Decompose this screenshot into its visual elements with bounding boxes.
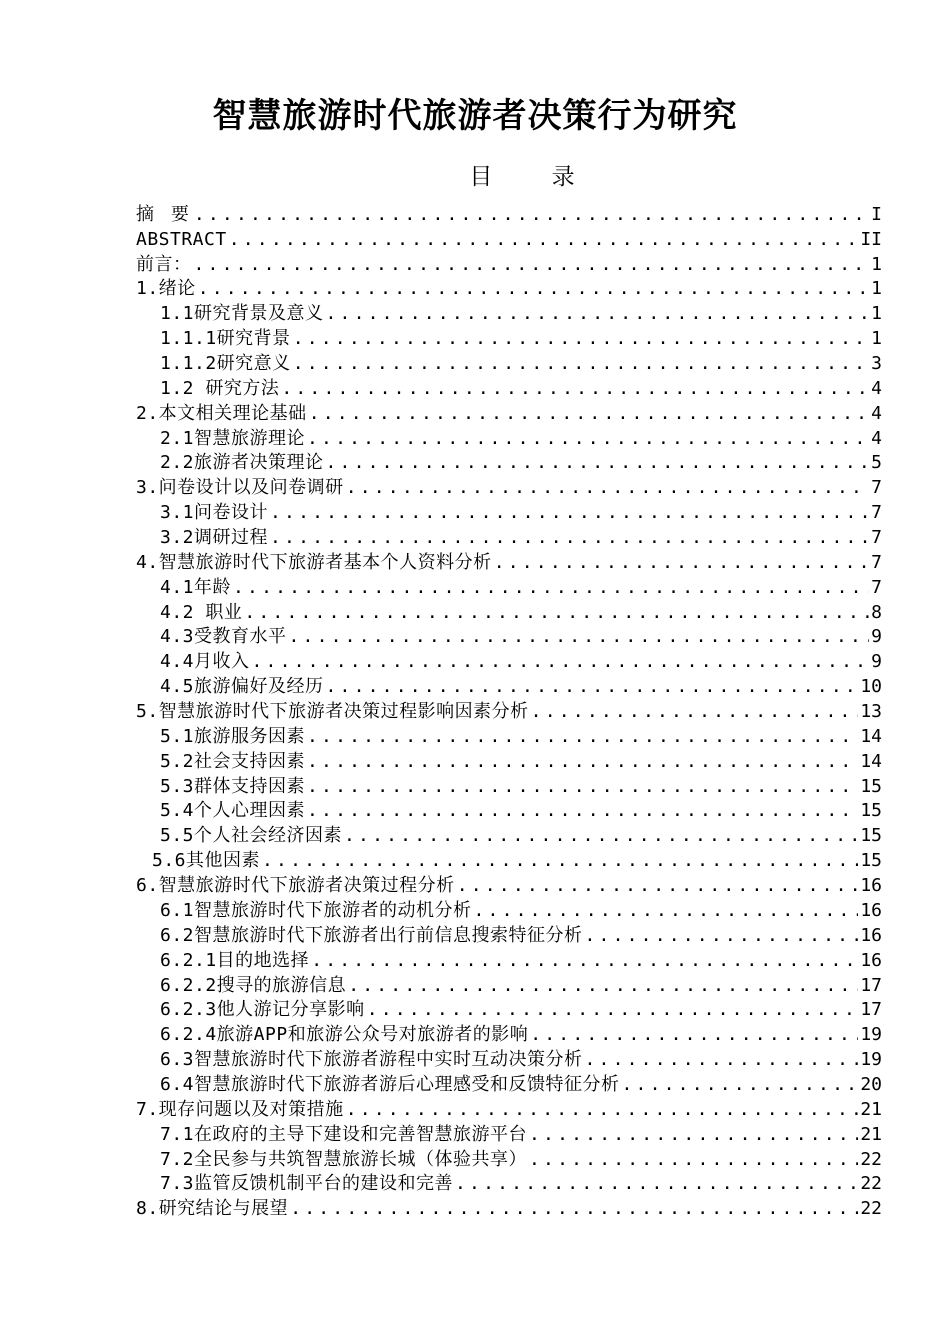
toc-entry[interactable]	[136, 575, 882, 600]
toc-entry-page-number: 16	[860, 875, 882, 897]
toc-entry[interactable]	[136, 1047, 882, 1072]
toc-entry-page-number: 22	[860, 1173, 882, 1195]
toc-entry-title: 1.2 研究方法	[160, 377, 280, 399]
toc-entry-title: 6.2.2搜寻的旅游信息	[160, 974, 347, 996]
toc-dot-leader	[531, 700, 859, 724]
toc-entry[interactable]	[136, 848, 882, 873]
toc-entry[interactable]	[136, 600, 882, 625]
toc-entry[interactable]	[136, 227, 882, 252]
toc-entry-title: 1.1.1研究背景	[160, 328, 291, 350]
toc-entry-page-number: 22	[860, 1148, 882, 1170]
toc-entry-page-number: 20	[860, 1073, 882, 1095]
toc-entry-page-number: 13	[860, 701, 882, 723]
toc-entry-page-number: 21	[860, 1098, 882, 1120]
toc-entry[interactable]	[136, 948, 882, 973]
toc-heading: 目 录	[469, 164, 601, 190]
toc-entry[interactable]	[136, 277, 882, 302]
toc-entry-page-number: 9	[871, 626, 882, 648]
toc-dot-leader	[252, 650, 870, 674]
toc-dot-leader	[530, 1023, 858, 1047]
toc-dot-leader	[307, 775, 858, 799]
toc-entry-title: 6.4智慧旅游时代下旅游者游后心理感受和反馈特征分析	[160, 1073, 620, 1095]
toc-dot-leader	[346, 1098, 859, 1122]
toc-dot-leader	[346, 476, 869, 500]
toc-entry-title: 5.1旅游服务因素	[160, 725, 306, 747]
toc-entry[interactable]	[136, 301, 882, 326]
toc-entry[interactable]	[136, 625, 882, 650]
toc-entry-title: 7.2全民参与共筑智慧旅游长城（体验共享）	[160, 1148, 528, 1170]
toc-entry-page-number: 5	[871, 452, 882, 474]
toc-entry-page-number: 3	[871, 353, 882, 375]
toc-entry-page-number: 8	[871, 601, 882, 623]
toc-entry-page-number: 7	[871, 502, 882, 524]
toc-entry-title: 4.1年龄	[160, 576, 232, 598]
toc-entry[interactable]	[136, 376, 882, 401]
document-title: 智慧旅游时代旅游者决策行为研究	[212, 96, 738, 136]
toc-entry[interactable]	[136, 401, 882, 426]
toc-entry-title: 5.5个人社会经济因素	[160, 825, 343, 847]
toc-entry[interactable]	[136, 799, 882, 824]
toc-dot-leader	[309, 402, 869, 426]
toc-entry[interactable]	[136, 326, 882, 351]
toc-entry-page-number: 22	[860, 1198, 882, 1220]
toc-entry-title: 2.本文相关理论基础	[136, 402, 307, 424]
toc-entry-page-number: 15	[860, 825, 882, 847]
toc-entry[interactable]	[136, 699, 882, 724]
toc-entry-page-number: 7	[871, 551, 882, 573]
toc-entry-title: 4.2 职业	[160, 601, 243, 623]
toc-dot-leader	[307, 725, 858, 749]
toc-entry-page-number: 4	[871, 402, 882, 424]
toc-dot-leader	[622, 1073, 859, 1097]
toc-entry-page-number: 1	[871, 303, 882, 325]
toc-dot-leader	[293, 327, 869, 351]
toc-dot-leader	[455, 1172, 858, 1196]
toc-entry-title: 5.6其他因素	[152, 850, 261, 872]
toc-entry-title: 6.3智慧旅游时代下旅游者游程中实时互动决策分析	[160, 1049, 583, 1071]
toc-entry-page-number: 7	[871, 527, 882, 549]
toc-entry[interactable]	[136, 873, 882, 898]
toc-entry[interactable]	[136, 202, 882, 227]
toc-dot-leader	[367, 998, 859, 1022]
toc-entry[interactable]	[136, 774, 882, 799]
toc-entry[interactable]	[136, 1072, 882, 1097]
toc-dot-leader	[198, 277, 869, 301]
toc-entry[interactable]	[136, 998, 882, 1023]
toc-dot-leader	[233, 576, 869, 600]
toc-entry[interactable]	[136, 1172, 882, 1197]
toc-entry-title: 6.2.4旅游APP和旅游公众号对旅游者的影响	[160, 1024, 529, 1046]
toc-dot-leader	[529, 1148, 858, 1172]
toc-dot-leader	[270, 526, 869, 550]
toc-entry-title: 1.绪论	[136, 278, 196, 300]
toc-entry-title: 5.2社会支持因素	[160, 750, 306, 772]
toc-entry-page-number: 15	[860, 850, 882, 872]
toc-entry[interactable]	[136, 1097, 882, 1122]
toc-dot-leader	[307, 799, 858, 823]
toc-entry-title: 6.智慧旅游时代下旅游者决策过程分析	[136, 875, 455, 897]
toc-dot-leader	[281, 377, 869, 401]
toc-entry-title: 5.智慧旅游时代下旅游者决策过程影响因素分析	[136, 701, 529, 723]
toc-entry-title: 6.2.1目的地选择	[160, 949, 310, 971]
toc-dot-leader	[344, 824, 858, 848]
toc-entry-page-number: 7	[871, 477, 882, 499]
toc-dot-leader	[529, 1123, 858, 1147]
toc-entry[interactable]	[136, 898, 882, 923]
toc-entry[interactable]	[136, 724, 882, 749]
toc-entry-page-number: 9	[871, 651, 882, 673]
toc-dot-leader	[326, 302, 870, 326]
toc-entry-title: 6.2智慧旅游时代下旅游者出行前信息搜索特征分析	[160, 924, 583, 946]
toc-entry-page-number: 21	[860, 1123, 882, 1145]
toc-entry[interactable]	[136, 749, 882, 774]
toc-dot-leader	[289, 625, 870, 649]
toc-dot-leader	[585, 1048, 859, 1072]
toc-entry[interactable]	[136, 1147, 882, 1172]
toc-entry-title: 3.问卷设计以及问卷调研	[136, 477, 344, 499]
toc-entry-title: 7.现存问题以及对策措施	[136, 1098, 344, 1120]
toc-entry-page-number: 19	[860, 1024, 882, 1046]
toc-entry-title: 3.2调研过程	[160, 527, 269, 549]
toc-entry-title: 5.3群体支持因素	[160, 775, 306, 797]
toc-dot-leader	[194, 253, 870, 277]
toc-entry-page-number: I	[871, 203, 882, 225]
toc-entry-title: 2.1智慧旅游理论	[160, 427, 306, 449]
toc-entry-page-number: 16	[860, 949, 882, 971]
toc-entry-title: 前言：	[136, 253, 192, 275]
toc-entry[interactable]	[136, 1122, 882, 1147]
toc-entry[interactable]	[136, 923, 882, 948]
toc-entry-page-number: 16	[860, 899, 882, 921]
toc-entry-page-number: 10	[860, 676, 882, 698]
toc-entry-page-number: 14	[860, 750, 882, 772]
toc-entry-page-number: 14	[860, 725, 882, 747]
toc-entry-title: 6.1智慧旅游时代下旅游者的动机分析	[160, 899, 472, 921]
toc-entry-title: 7.1在政府的主导下建设和完善智慧旅游平台	[160, 1123, 528, 1145]
toc-entry-page-number: 15	[860, 800, 882, 822]
toc-entry[interactable]	[136, 426, 882, 451]
toc-dot-leader	[244, 601, 869, 625]
toc-entry-title: 4.4月收入	[160, 651, 250, 673]
toc-entry-page-number: 15	[860, 775, 882, 797]
toc-entry-page-number: 17	[860, 999, 882, 1021]
toc-entry-page-number: 1	[871, 253, 882, 275]
toc-entry-title: 4.3受教育水平	[160, 626, 287, 648]
toc-entry-page-number: 1	[871, 328, 882, 350]
table-of-contents	[136, 202, 882, 1221]
toc-dot-leader	[326, 451, 870, 475]
toc-entry[interactable]	[136, 351, 882, 376]
toc-entry-title: 8.研究结论与展望	[136, 1198, 289, 1220]
toc-dot-leader	[585, 924, 859, 948]
toc-dot-leader	[194, 203, 869, 227]
toc-entry-page-number: 1	[871, 278, 882, 300]
toc-entry-title: 2.2旅游者决策理论	[160, 452, 324, 474]
toc-entry-title: 5.4个人心理因素	[160, 800, 306, 822]
toc-entry-title: 4.智慧旅游时代下旅游者基本个人资料分析	[136, 551, 492, 573]
toc-entry-page-number: II	[860, 228, 882, 250]
toc-entry-title: ABSTRACT	[136, 228, 227, 250]
toc-dot-leader	[494, 551, 869, 575]
toc-entry[interactable]	[136, 674, 882, 699]
toc-entry-title: 7.3监管反馈机制平台的建设和完善	[160, 1173, 454, 1195]
toc-entry-page-number: 17	[860, 974, 882, 996]
toc-entry[interactable]	[136, 1196, 882, 1221]
toc-dot-leader	[307, 750, 858, 774]
toc-dot-leader	[311, 949, 858, 973]
toc-entry-page-number: 19	[860, 1049, 882, 1071]
toc-entry-title: 摘 要	[136, 203, 192, 225]
toc-entry[interactable]	[136, 973, 882, 998]
toc-dot-leader	[348, 974, 858, 998]
toc-entry[interactable]	[136, 649, 882, 674]
toc-entry[interactable]	[136, 550, 882, 575]
toc-entry[interactable]	[136, 252, 882, 277]
toc-entry-title: 6.2.3他人游记分享影响	[160, 999, 365, 1021]
toc-entry[interactable]	[136, 451, 882, 476]
toc-dot-leader	[270, 501, 869, 525]
toc-entry-page-number: 7	[871, 576, 882, 598]
toc-dot-leader	[457, 874, 859, 898]
toc-dot-leader	[474, 899, 859, 923]
toc-dot-leader	[290, 1197, 858, 1221]
toc-entry[interactable]	[136, 500, 882, 525]
toc-entry[interactable]	[136, 475, 882, 500]
toc-entry-page-number: 4	[871, 427, 882, 449]
toc-dot-leader	[229, 228, 859, 252]
toc-entry[interactable]	[136, 525, 882, 550]
toc-entry-page-number: 4	[871, 377, 882, 399]
toc-dot-leader	[293, 352, 869, 376]
toc-dot-leader	[262, 849, 858, 873]
toc-entry-page-number: 16	[860, 924, 882, 946]
toc-dot-leader	[326, 675, 859, 699]
toc-entry-title: 1.1研究背景及意义	[160, 303, 324, 325]
toc-entry[interactable]	[136, 1022, 882, 1047]
toc-entry-title: 4.5旅游偏好及经历	[160, 676, 324, 698]
toc-entry-title: 3.1问卷设计	[160, 502, 269, 524]
toc-entry[interactable]	[136, 823, 882, 848]
toc-dot-leader	[307, 427, 869, 451]
toc-entry-title: 1.1.2研究意义	[160, 353, 291, 375]
